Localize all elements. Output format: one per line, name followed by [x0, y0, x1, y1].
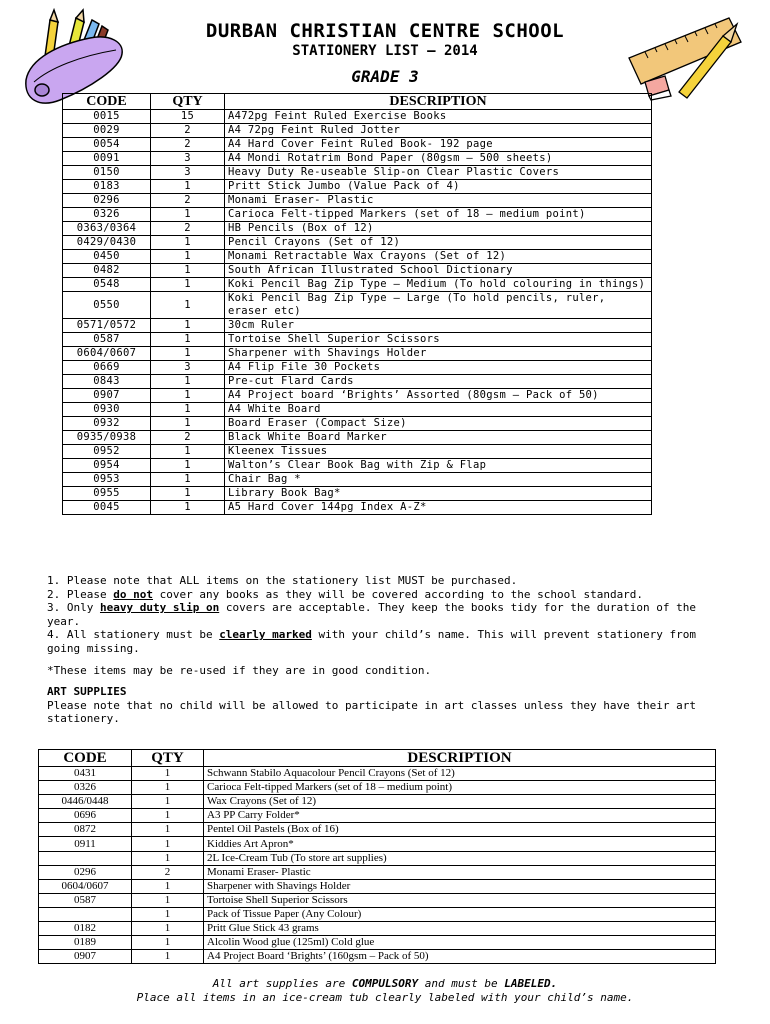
item-description: HB Pencils (Box of 12): [225, 222, 652, 236]
stationery-row: [63, 278, 652, 292]
item-qty: 2: [151, 138, 225, 152]
art-column-header-code: CODE: [39, 750, 132, 767]
item-code: 0296: [63, 194, 151, 208]
item-code: 0183: [63, 180, 151, 194]
item-code: 0431: [39, 767, 132, 781]
note-4-emphasis: clearly marked: [219, 628, 312, 642]
item-code: 0587: [63, 333, 151, 347]
stationery-row: [63, 375, 652, 389]
item-qty: 1: [132, 837, 204, 851]
item-code: 0911: [39, 837, 132, 851]
item-qty: 1: [151, 501, 225, 515]
item-description: A5 Hard Cover 144pg Index A-Z*: [225, 501, 652, 515]
page-title: DURBAN CHRISTIAN CENTRE SCHOOL: [205, 20, 565, 42]
item-code: 0029: [63, 124, 151, 138]
item-code: 0054: [63, 138, 151, 152]
item-description: Tortoise Shell Superior Scissors: [204, 893, 716, 907]
item-description: Monami Eraser- Plastic: [204, 865, 716, 879]
footer-line-1: All art supplies are COMPULSORY and must be LABELED.: [212, 977, 558, 990]
item-code: 0446/0448: [39, 795, 132, 809]
stationery-row: [63, 417, 652, 431]
item-qty: 1: [132, 936, 204, 950]
stationery-row: [63, 487, 652, 501]
item-qty: 1: [151, 417, 225, 431]
item-code: 0952: [63, 445, 151, 459]
item-qty: 1: [151, 264, 225, 278]
item-qty: 2: [151, 194, 225, 208]
art-row: [39, 837, 716, 851]
item-description: Wax Crayons (Set of 12): [204, 795, 716, 809]
item-qty: 2: [151, 431, 225, 445]
item-description: Sharpener with Shavings Holder: [204, 879, 716, 893]
item-code: 0189: [39, 936, 132, 950]
item-description: Pack of Tissue Paper (Any Colour): [204, 907, 716, 921]
stationery-row: [63, 389, 652, 403]
item-qty: 1: [132, 907, 204, 921]
item-description: Kiddies Art Apron*: [204, 837, 716, 851]
item-qty: 1: [151, 180, 225, 194]
stationery-table: [62, 93, 652, 515]
stationery-row: [63, 250, 652, 264]
item-code: 0150: [63, 166, 151, 180]
item-code: 0930: [63, 403, 151, 417]
stationery-row: [63, 166, 652, 180]
item-description: Pritt Glue Stick 43 grams: [204, 922, 716, 936]
item-code: 0482: [63, 264, 151, 278]
note-4: 4. All stationery must be clearly marked with your child’s name. This will prevent stationery from going missing.: [47, 628, 697, 655]
item-description: A4 72pg Feint Ruled Jotter: [225, 124, 652, 138]
item-qty: 1: [151, 319, 225, 333]
item-description: Koki Pencil Bag Zip Type – Medium (To hold colouring in things): [225, 278, 652, 292]
item-qty: 1: [151, 389, 225, 403]
item-qty: 1: [151, 375, 225, 389]
item-qty: 1: [132, 950, 204, 964]
stationery-row: [63, 333, 652, 347]
item-qty: 1: [151, 292, 225, 319]
item-code: 0091: [63, 152, 151, 166]
item-qty: 1: [132, 879, 204, 893]
item-description: Sharpener with Shavings Holder: [225, 347, 652, 361]
item-description: Pencil Crayons (Set of 12): [225, 236, 652, 250]
item-code: 0326: [63, 208, 151, 222]
stationery-row: [63, 403, 652, 417]
item-description: A4 White Board: [225, 403, 652, 417]
item-qty: 1: [151, 459, 225, 473]
item-code: 0604/0607: [63, 347, 151, 361]
item-qty: 1: [151, 250, 225, 264]
item-code: 0955: [63, 487, 151, 501]
item-qty: 1: [151, 278, 225, 292]
item-description: Pentel Oil Pastels (Box of 16): [204, 823, 716, 837]
item-qty: 1: [132, 893, 204, 907]
item-code: 0326: [39, 781, 132, 795]
stationery-row: [63, 459, 652, 473]
stationery-row: [63, 264, 652, 278]
item-code: 0907: [63, 389, 151, 403]
note-2: 2. Please do not cover any books as they will be covered according to the school standard.: [47, 587, 644, 601]
stationery-row: [63, 124, 652, 138]
item-qty: 1: [132, 922, 204, 936]
reuse-note: *These items may be re-used if they are in good condition.: [47, 663, 432, 677]
stationery-row: [63, 236, 652, 250]
note-2-emphasis: do not: [113, 587, 153, 601]
note-1: 1. Please note that ALL items on the stationery list MUST be purchased.: [47, 574, 518, 587]
item-code: 0843: [63, 375, 151, 389]
item-qty: 15: [151, 110, 225, 124]
art-row: [39, 950, 716, 964]
stationery-row: [63, 222, 652, 236]
stationery-row: [63, 319, 652, 333]
art-intro: Please note that no child will be allowed to participate in art classes unless they have their art stationery.: [47, 698, 697, 726]
stationery-row: [63, 152, 652, 166]
item-description: South African Illustrated School Dictionary: [225, 264, 652, 278]
item-qty: 1: [132, 809, 204, 823]
stationery-row: [63, 138, 652, 152]
item-code: 0363/0364: [63, 222, 151, 236]
item-qty: 1: [151, 487, 225, 501]
footer-note: [0, 977, 770, 1004]
item-qty: 1: [151, 445, 225, 459]
stationery-row: [63, 473, 652, 487]
item-description: A4 Hard Cover Feint Ruled Book- 192 page: [225, 138, 652, 152]
item-description: 2L Ice-Cream Tub (To store art supplies): [204, 851, 716, 865]
stationery-row: [63, 292, 652, 319]
item-code: 0872: [39, 823, 132, 837]
item-description: Schwann Stabilo Aquacolour Pencil Crayons (Set of 12): [204, 767, 716, 781]
stationery-row: [63, 208, 652, 222]
item-qty: 1: [132, 823, 204, 837]
item-code: 0450: [63, 250, 151, 264]
item-qty: 1: [132, 767, 204, 781]
item-code: [39, 851, 132, 865]
item-qty: 1: [151, 347, 225, 361]
item-code: 0429/0430: [63, 236, 151, 250]
item-description: A4 Mondi Rotatrim Bond Paper (80gsm – 500 sheets): [225, 152, 652, 166]
art-column-header-qty: QTY: [132, 750, 204, 767]
page-subtitle: STATIONERY LIST – 2014: [292, 43, 478, 59]
stationery-header-row: [63, 94, 652, 110]
art-row: [39, 879, 716, 893]
art-row: [39, 781, 716, 795]
item-code: 0932: [63, 417, 151, 431]
labeled-emphasis: LABELED.: [504, 977, 558, 990]
item-qty: 2: [151, 222, 225, 236]
item-description: 30cm Ruler: [225, 319, 652, 333]
item-qty: 1: [132, 851, 204, 865]
grade-heading: GRADE 3: [351, 67, 419, 86]
item-qty: 1: [151, 403, 225, 417]
item-code: 0954: [63, 459, 151, 473]
item-description: A4 Project board ‘Brights’ Assorted (80gsm – Pack of 50): [225, 389, 652, 403]
item-code: 0548: [63, 278, 151, 292]
notes-section: [47, 574, 727, 726]
item-qty: 1: [151, 333, 225, 347]
art-row: [39, 809, 716, 823]
art-row: [39, 851, 716, 865]
item-code: 0907: [39, 950, 132, 964]
item-description: Tortoise Shell Superior Scissors: [225, 333, 652, 347]
art-row: [39, 865, 716, 879]
item-code: 0015: [63, 110, 151, 124]
item-qty: 3: [151, 152, 225, 166]
item-qty: 1: [151, 473, 225, 487]
art-row: [39, 893, 716, 907]
item-code: 0604/0607: [39, 879, 132, 893]
item-code: [39, 907, 132, 921]
stationery-row: [63, 445, 652, 459]
art-row: [39, 823, 716, 837]
stationery-row: [63, 361, 652, 375]
item-description: Board Eraser (Compact Size): [225, 417, 652, 431]
item-description: Chair Bag *: [225, 473, 652, 487]
note-3-emphasis: heavy duty slip on: [99, 601, 220, 615]
item-description: A472pg Feint Ruled Exercise Books: [225, 110, 652, 124]
column-header-description: DESCRIPTION: [225, 94, 652, 110]
stationery-row: [63, 180, 652, 194]
stationery-row: [63, 431, 652, 445]
item-description: Carioca Felt-tipped Markers (set of 18 – medium point): [204, 781, 716, 795]
item-qty: 2: [132, 865, 204, 879]
item-code: 0587: [39, 893, 132, 907]
item-code: 0571/0572: [63, 319, 151, 333]
item-code: 0045: [63, 501, 151, 515]
item-description: A3 PP Carry Folder*: [204, 809, 716, 823]
item-code: 0296: [39, 865, 132, 879]
art-row: [39, 922, 716, 936]
item-description: A4 Project Board ‘Brights’ (160gsm – Pack of 50): [204, 950, 716, 964]
art-row: [39, 936, 716, 950]
stationery-row: [63, 110, 652, 124]
item-code: 0935/0938: [63, 431, 151, 445]
item-description: Alcolin Wood glue (125ml) Cold glue: [204, 936, 716, 950]
item-description: Koki Pencil Bag Zip Type – Large (To hold pencils, ruler, eraser etc): [225, 292, 652, 319]
item-description: Library Book Bag*: [225, 487, 652, 501]
item-description: Walton’s Clear Book Bag with Zip & Flap: [225, 459, 652, 473]
item-code: 0669: [63, 361, 151, 375]
item-qty: 1: [151, 236, 225, 250]
art-supplies-table: [38, 749, 716, 964]
item-qty: 1: [132, 795, 204, 809]
art-row: [39, 907, 716, 921]
column-header-code: CODE: [63, 94, 151, 110]
item-code: 0696: [39, 809, 132, 823]
item-description: Heavy Duty Re-useable Slip-on Clear Plastic Covers: [225, 166, 652, 180]
compulsory-emphasis: COMPULSORY: [351, 977, 419, 990]
item-description: Carioca Felt-tipped Markers (set of 18 – medium point): [225, 208, 652, 222]
footer-line-2: Place all items in an ice-cream tub clearly labeled with your child’s name.: [136, 990, 634, 1004]
art-row: [39, 795, 716, 809]
item-qty: 3: [151, 166, 225, 180]
art-row: [39, 767, 716, 781]
stationery-row: [63, 501, 652, 515]
item-description: Pritt Stick Jumbo (Value Pack of 4): [225, 180, 652, 194]
item-qty: 2: [151, 124, 225, 138]
note-3: 3. Only heavy duty slip on covers are acceptable. They keep the books tidy for the duration of the year.: [47, 601, 697, 628]
item-description: A4 Flip File 30 Pockets: [225, 361, 652, 375]
art-header-row: [39, 750, 716, 767]
item-description: Kleenex Tissues: [225, 445, 652, 459]
item-qty: 1: [151, 208, 225, 222]
item-description: Black White Board Marker: [225, 431, 652, 445]
stationery-row: [63, 347, 652, 361]
item-code: 0182: [39, 922, 132, 936]
item-description: Monami Eraser- Plastic: [225, 194, 652, 208]
column-header-qty: QTY: [151, 94, 225, 110]
item-qty: 3: [151, 361, 225, 375]
art-column-header-description: DESCRIPTION: [204, 750, 716, 767]
item-code: 0953: [63, 473, 151, 487]
stationery-row: [63, 194, 652, 208]
item-code: 0550: [63, 292, 151, 319]
item-description: Pre-cut Flard Cards: [225, 375, 652, 389]
item-description: Monami Retractable Wax Crayons (Set of 12): [225, 250, 652, 264]
art-supplies-heading: ART SUPPLIES: [47, 685, 127, 699]
item-qty: 1: [132, 781, 204, 795]
